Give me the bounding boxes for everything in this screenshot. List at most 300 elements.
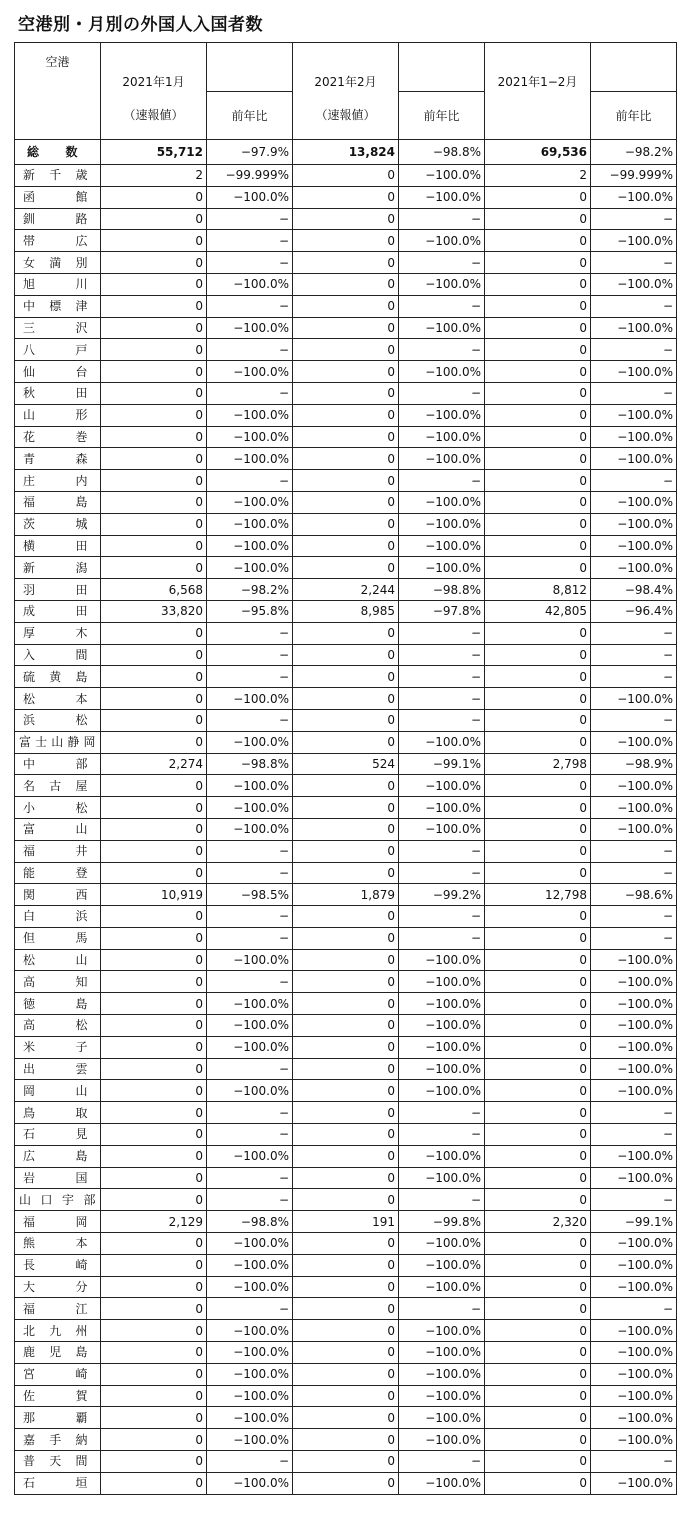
cell-sum-yoy: −100.0% <box>591 731 677 753</box>
cell-sum: 0 <box>485 1058 591 1080</box>
cell-feb: 0 <box>293 1058 399 1080</box>
cell-sum: 0 <box>485 1363 591 1385</box>
table-row <box>15 622 677 644</box>
airport-name: 能登 <box>15 862 101 884</box>
cell-feb: 0 <box>293 208 399 230</box>
cell-jan-yoy: −98.8% <box>207 753 293 775</box>
cell-sum: 0 <box>485 1320 591 1342</box>
cell-sum: 2,798 <box>485 753 591 775</box>
cell-jan: 0 <box>101 1102 207 1124</box>
airport-name: 旭川 <box>15 273 101 295</box>
table-row <box>15 186 677 208</box>
total-row <box>15 140 677 165</box>
cell-jan: 0 <box>101 1320 207 1342</box>
cell-sum-yoy: −100.0% <box>591 448 677 470</box>
table-row <box>15 1363 677 1385</box>
table-row <box>15 404 677 426</box>
cell-sum: 0 <box>485 906 591 928</box>
table-row <box>15 382 677 404</box>
table-row <box>15 470 677 492</box>
cell-sum: 0 <box>485 230 591 252</box>
cell-jan: 0 <box>101 1036 207 1058</box>
cell-sum: 0 <box>485 731 591 753</box>
cell-sum: 0 <box>485 491 591 513</box>
cell-feb-yoy: −100.0% <box>399 165 485 187</box>
cell-sum-yoy: −100.0% <box>591 1058 677 1080</box>
cell-feb: 0 <box>293 906 399 928</box>
cell-jan: 0 <box>101 666 207 688</box>
cell-feb-yoy: −100.0% <box>399 1407 485 1429</box>
airport-name: 釧路 <box>15 208 101 230</box>
cell-jan-yoy: − <box>207 339 293 361</box>
cell-feb: 0 <box>293 1015 399 1037</box>
cell-jan-yoy: −100.0% <box>207 1254 293 1276</box>
cell-feb: 0 <box>293 862 399 884</box>
cell-sum: 0 <box>485 622 591 644</box>
cell-sum-yoy: − <box>591 208 677 230</box>
airport-name: 福井 <box>15 840 101 862</box>
cell-feb: 0 <box>293 1167 399 1189</box>
cell-feb-yoy: −100.0% <box>399 1363 485 1385</box>
cell-sum-yoy: − <box>591 382 677 404</box>
cell-jan-yoy: −100.0% <box>207 1233 293 1255</box>
cell-sum: 0 <box>485 1145 591 1167</box>
table-row <box>15 775 677 797</box>
cell-feb-yoy: −100.0% <box>399 186 485 208</box>
cell-jan-yoy: −100.0% <box>207 688 293 710</box>
cell-feb: 0 <box>293 317 399 339</box>
cell-feb-yoy: − <box>399 906 485 928</box>
cell-feb: 0 <box>293 993 399 1015</box>
cell-jan: 0 <box>101 382 207 404</box>
airport-name: 米子 <box>15 1036 101 1058</box>
airport-name: 富山 <box>15 818 101 840</box>
cell-jan: 0 <box>101 1254 207 1276</box>
cell-sum: 0 <box>485 993 591 1015</box>
cell-feb: 0 <box>293 448 399 470</box>
cell-sum: 0 <box>485 644 591 666</box>
cell-feb: 0 <box>293 491 399 513</box>
cell-feb: 0 <box>293 1342 399 1364</box>
cell-jan: 0 <box>101 361 207 383</box>
total-feb-yoy: −98.8% <box>399 140 485 165</box>
header-airport: 空港 <box>15 43 101 140</box>
cell-sum: 0 <box>485 797 591 819</box>
table-row <box>15 1211 677 1233</box>
airport-name: 山口宇部 <box>15 1189 101 1211</box>
cell-jan-yoy: −100.0% <box>207 491 293 513</box>
table-row <box>15 361 677 383</box>
cell-sum-yoy: −100.0% <box>591 797 677 819</box>
cell-feb: 0 <box>293 295 399 317</box>
cell-sum-yoy: −100.0% <box>591 1254 677 1276</box>
cell-feb-yoy: −99.2% <box>399 884 485 906</box>
airport-name: 名古屋 <box>15 775 101 797</box>
table-row <box>15 1276 677 1298</box>
cell-sum-yoy: −100.0% <box>591 1036 677 1058</box>
cell-jan-yoy: − <box>207 208 293 230</box>
cell-feb-yoy: −100.0% <box>399 273 485 295</box>
cell-sum-yoy: − <box>591 295 677 317</box>
airport-name: 新千歳 <box>15 165 101 187</box>
cell-sum-yoy: −100.0% <box>591 1363 677 1385</box>
cell-feb-yoy: −100.0% <box>399 1015 485 1037</box>
table-row <box>15 317 677 339</box>
cell-jan: 0 <box>101 1472 207 1494</box>
cell-jan-yoy: −100.0% <box>207 731 293 753</box>
cell-jan: 0 <box>101 1167 207 1189</box>
cell-jan-yoy: −100.0% <box>207 557 293 579</box>
cell-feb-yoy: −100.0% <box>399 404 485 426</box>
cell-sum-yoy: −100.0% <box>591 688 677 710</box>
cell-feb: 0 <box>293 426 399 448</box>
cell-jan-yoy: −100.0% <box>207 1407 293 1429</box>
cell-sum: 12,798 <box>485 884 591 906</box>
cell-feb: 0 <box>293 1429 399 1451</box>
airport-name: 北九州 <box>15 1320 101 1342</box>
cell-sum: 0 <box>485 688 591 710</box>
cell-feb-yoy: −100.0% <box>399 1080 485 1102</box>
cell-sum: 0 <box>485 1254 591 1276</box>
cell-jan-yoy: −98.5% <box>207 884 293 906</box>
cell-jan-yoy: −100.0% <box>207 186 293 208</box>
cell-jan-yoy: − <box>207 1102 293 1124</box>
cell-sum-yoy: −100.0% <box>591 535 677 557</box>
table-row <box>15 666 677 688</box>
airport-name: 浜松 <box>15 709 101 731</box>
cell-jan-yoy: −100.0% <box>207 1015 293 1037</box>
cell-feb: 0 <box>293 688 399 710</box>
table-row <box>15 753 677 775</box>
cell-jan: 0 <box>101 535 207 557</box>
cell-sum-yoy: −100.0% <box>591 1472 677 1494</box>
cell-feb-yoy: − <box>399 927 485 949</box>
airport-name: 長崎 <box>15 1254 101 1276</box>
airport-name: 中部 <box>15 753 101 775</box>
cell-sum-yoy: − <box>591 1189 677 1211</box>
cell-feb-yoy: − <box>399 1298 485 1320</box>
cell-jan-yoy: − <box>207 1298 293 1320</box>
cell-feb-yoy: − <box>399 840 485 862</box>
cell-sum-yoy: −100.0% <box>591 317 677 339</box>
airport-name: 出雲 <box>15 1058 101 1080</box>
header-sum-period: 2021年1−2月 <box>485 43 591 92</box>
cell-sum: 0 <box>485 862 591 884</box>
header-jan-yoy-top <box>207 43 293 92</box>
cell-sum: 0 <box>485 1189 591 1211</box>
airport-name: 鹿児島 <box>15 1342 101 1364</box>
cell-sum: 0 <box>485 775 591 797</box>
cell-feb-yoy: −98.8% <box>399 579 485 601</box>
cell-jan: 0 <box>101 1407 207 1429</box>
cell-sum: 0 <box>485 317 591 339</box>
cell-jan-yoy: −100.0% <box>207 797 293 819</box>
cell-sum-yoy: −96.4% <box>591 600 677 622</box>
cell-jan-yoy: −100.0% <box>207 317 293 339</box>
cell-sum-yoy: −100.0% <box>591 426 677 448</box>
cell-feb-yoy: − <box>399 1189 485 1211</box>
total-sum-yoy: −98.2% <box>591 140 677 165</box>
header-jan-note: （速報値） <box>101 92 207 140</box>
cell-sum: 0 <box>485 382 591 404</box>
cell-jan: 0 <box>101 448 207 470</box>
cell-feb-yoy: −100.0% <box>399 1472 485 1494</box>
cell-jan-yoy: − <box>207 971 293 993</box>
cell-sum-yoy: −100.0% <box>591 1385 677 1407</box>
total-sum: 69,536 <box>485 140 591 165</box>
table-row <box>15 1385 677 1407</box>
cell-feb: 0 <box>293 1124 399 1146</box>
cell-sum-yoy: − <box>591 252 677 274</box>
cell-jan: 0 <box>101 1342 207 1364</box>
cell-jan-yoy: −98.8% <box>207 1211 293 1233</box>
cell-jan-yoy: −100.0% <box>207 775 293 797</box>
cell-sum-yoy: −100.0% <box>591 491 677 513</box>
table-row <box>15 339 677 361</box>
airport-name: 中標津 <box>15 295 101 317</box>
table-row <box>15 1451 677 1473</box>
cell-feb-yoy: −100.0% <box>399 491 485 513</box>
cell-jan: 0 <box>101 186 207 208</box>
airport-name: 新潟 <box>15 557 101 579</box>
cell-feb-yoy: −100.0% <box>399 1320 485 1342</box>
table-row <box>15 491 677 513</box>
cell-sum: 0 <box>485 404 591 426</box>
cell-feb: 0 <box>293 1385 399 1407</box>
table-row <box>15 1036 677 1058</box>
cell-sum-yoy: −100.0% <box>591 1145 677 1167</box>
cell-sum: 0 <box>485 840 591 862</box>
table-row <box>15 688 677 710</box>
cell-feb: 0 <box>293 252 399 274</box>
cell-jan: 2 <box>101 165 207 187</box>
airport-name: 函館 <box>15 186 101 208</box>
cell-feb: 0 <box>293 1451 399 1473</box>
airport-name: 小松 <box>15 797 101 819</box>
cell-feb-yoy: −100.0% <box>399 971 485 993</box>
airport-name: 羽田 <box>15 579 101 601</box>
cell-feb-yoy: − <box>399 644 485 666</box>
cell-jan: 0 <box>101 1124 207 1146</box>
cell-sum-yoy: −100.0% <box>591 1276 677 1298</box>
cell-sum-yoy: − <box>591 906 677 928</box>
airport-name: 岡山 <box>15 1080 101 1102</box>
airport-name: 関西 <box>15 884 101 906</box>
airport-name: 厚木 <box>15 622 101 644</box>
cell-jan: 0 <box>101 426 207 448</box>
cell-sum-yoy: − <box>591 862 677 884</box>
cell-feb-yoy: −100.0% <box>399 1254 485 1276</box>
cell-jan: 2,274 <box>101 753 207 775</box>
cell-sum: 0 <box>485 927 591 949</box>
table-row <box>15 600 677 622</box>
cell-feb-yoy: −100.0% <box>399 797 485 819</box>
cell-sum: 0 <box>485 1472 591 1494</box>
table-row <box>15 1320 677 1342</box>
airport-name: 徳島 <box>15 993 101 1015</box>
table-row <box>15 1080 677 1102</box>
airport-name: 成田 <box>15 600 101 622</box>
cell-jan: 0 <box>101 1385 207 1407</box>
cell-feb: 0 <box>293 971 399 993</box>
cell-feb: 0 <box>293 1233 399 1255</box>
airport-name: 硫黄島 <box>15 666 101 688</box>
header-sum-note <box>485 92 591 140</box>
airport-name: 秋田 <box>15 382 101 404</box>
table-row <box>15 927 677 949</box>
cell-feb: 0 <box>293 1189 399 1211</box>
cell-sum-yoy: −100.0% <box>591 513 677 535</box>
cell-feb-yoy: −100.0% <box>399 317 485 339</box>
airport-name: 広島 <box>15 1145 101 1167</box>
cell-sum-yoy: − <box>591 927 677 949</box>
cell-sum: 0 <box>485 513 591 535</box>
cell-feb-yoy: −100.0% <box>399 1036 485 1058</box>
cell-feb-yoy: −100.0% <box>399 535 485 557</box>
cell-jan-yoy: − <box>207 1058 293 1080</box>
cell-feb: 0 <box>293 1145 399 1167</box>
cell-jan-yoy: −100.0% <box>207 535 293 557</box>
cell-jan: 2,129 <box>101 1211 207 1233</box>
cell-sum-yoy: − <box>591 840 677 862</box>
cell-feb: 0 <box>293 927 399 949</box>
airport-name: 仙台 <box>15 361 101 383</box>
table-row <box>15 1298 677 1320</box>
cell-jan: 0 <box>101 927 207 949</box>
cell-feb: 0 <box>293 339 399 361</box>
cell-jan: 0 <box>101 1233 207 1255</box>
cell-jan-yoy: −100.0% <box>207 1080 293 1102</box>
header-feb-yoy: 前年比 <box>399 92 485 140</box>
cell-jan: 0 <box>101 404 207 426</box>
cell-jan-yoy: − <box>207 709 293 731</box>
cell-feb: 0 <box>293 1036 399 1058</box>
table-row <box>15 1015 677 1037</box>
cell-jan: 0 <box>101 1429 207 1451</box>
airport-name: 那覇 <box>15 1407 101 1429</box>
cell-jan: 0 <box>101 731 207 753</box>
cell-sum: 0 <box>485 1167 591 1189</box>
cell-jan-yoy: − <box>207 1451 293 1473</box>
cell-jan-yoy: −100.0% <box>207 1036 293 1058</box>
cell-sum: 0 <box>485 818 591 840</box>
cell-feb-yoy: −100.0% <box>399 731 485 753</box>
airport-name: 熊本 <box>15 1233 101 1255</box>
cell-jan: 0 <box>101 513 207 535</box>
header-sum-yoy: 前年比 <box>591 92 677 140</box>
cell-jan-yoy: −100.0% <box>207 361 293 383</box>
airport-name: 帯広 <box>15 230 101 252</box>
cell-sum: 0 <box>485 1233 591 1255</box>
airport-name: 白浜 <box>15 906 101 928</box>
cell-jan: 0 <box>101 1145 207 1167</box>
airport-name: 松本 <box>15 688 101 710</box>
cell-sum-yoy: −100.0% <box>591 1429 677 1451</box>
cell-jan: 0 <box>101 840 207 862</box>
cell-jan-yoy: −100.0% <box>207 818 293 840</box>
airport-name: 横田 <box>15 535 101 557</box>
cell-feb: 524 <box>293 753 399 775</box>
cell-jan: 0 <box>101 230 207 252</box>
table-row <box>15 579 677 601</box>
cell-sum-yoy: −100.0% <box>591 1233 677 1255</box>
airport-name: 富士山静岡 <box>15 731 101 753</box>
airport-name: 高知 <box>15 971 101 993</box>
header-sum-yoy-top <box>591 43 677 92</box>
total-feb: 13,824 <box>293 140 399 165</box>
cell-sum-yoy: −100.0% <box>591 361 677 383</box>
table-row <box>15 993 677 1015</box>
cell-feb-yoy: −100.0% <box>399 513 485 535</box>
cell-sum-yoy: − <box>591 339 677 361</box>
cell-jan: 0 <box>101 295 207 317</box>
table-row <box>15 971 677 993</box>
table-row <box>15 884 677 906</box>
cell-jan: 0 <box>101 1451 207 1473</box>
cell-jan-yoy: − <box>207 252 293 274</box>
cell-feb: 0 <box>293 230 399 252</box>
cell-feb-yoy: −100.0% <box>399 1276 485 1298</box>
cell-feb: 0 <box>293 470 399 492</box>
cell-jan-yoy: − <box>207 295 293 317</box>
cell-feb-yoy: −100.0% <box>399 993 485 1015</box>
cell-jan-yoy: − <box>207 666 293 688</box>
cell-feb: 0 <box>293 186 399 208</box>
cell-feb: 0 <box>293 1254 399 1276</box>
cell-jan: 0 <box>101 317 207 339</box>
cell-feb-yoy: −100.0% <box>399 775 485 797</box>
cell-feb-yoy: − <box>399 252 485 274</box>
cell-feb-yoy: −100.0% <box>399 1167 485 1189</box>
table-row <box>15 513 677 535</box>
table-row <box>15 252 677 274</box>
cell-feb: 0 <box>293 1080 399 1102</box>
cell-sum: 0 <box>485 1276 591 1298</box>
cell-sum-yoy: −98.9% <box>591 753 677 775</box>
cell-feb: 0 <box>293 513 399 535</box>
airport-name: 岩国 <box>15 1167 101 1189</box>
table-row <box>15 731 677 753</box>
cell-jan: 0 <box>101 1276 207 1298</box>
cell-sum: 0 <box>485 971 591 993</box>
cell-feb-yoy: − <box>399 666 485 688</box>
table-row <box>15 709 677 731</box>
cell-jan: 0 <box>101 971 207 993</box>
cell-feb: 0 <box>293 535 399 557</box>
table-row <box>15 1189 677 1211</box>
table-row <box>15 208 677 230</box>
cell-jan-yoy: −100.0% <box>207 1363 293 1385</box>
cell-jan: 0 <box>101 1189 207 1211</box>
airport-name: 嘉手納 <box>15 1429 101 1451</box>
cell-jan-yoy: −99.999% <box>207 165 293 187</box>
cell-sum-yoy: − <box>591 470 677 492</box>
cell-sum: 0 <box>485 1342 591 1364</box>
cell-sum: 0 <box>485 1015 591 1037</box>
cell-feb: 0 <box>293 775 399 797</box>
cell-sum-yoy: − <box>591 1298 677 1320</box>
table-row <box>15 906 677 928</box>
cell-jan: 0 <box>101 775 207 797</box>
cell-sum: 0 <box>485 949 591 971</box>
cell-feb: 191 <box>293 1211 399 1233</box>
airport-name: 松山 <box>15 949 101 971</box>
cell-sum-yoy: − <box>591 622 677 644</box>
cell-sum-yoy: − <box>591 644 677 666</box>
header-jan-yoy: 前年比 <box>207 92 293 140</box>
cell-sum: 0 <box>485 1080 591 1102</box>
cell-sum-yoy: −100.0% <box>591 404 677 426</box>
